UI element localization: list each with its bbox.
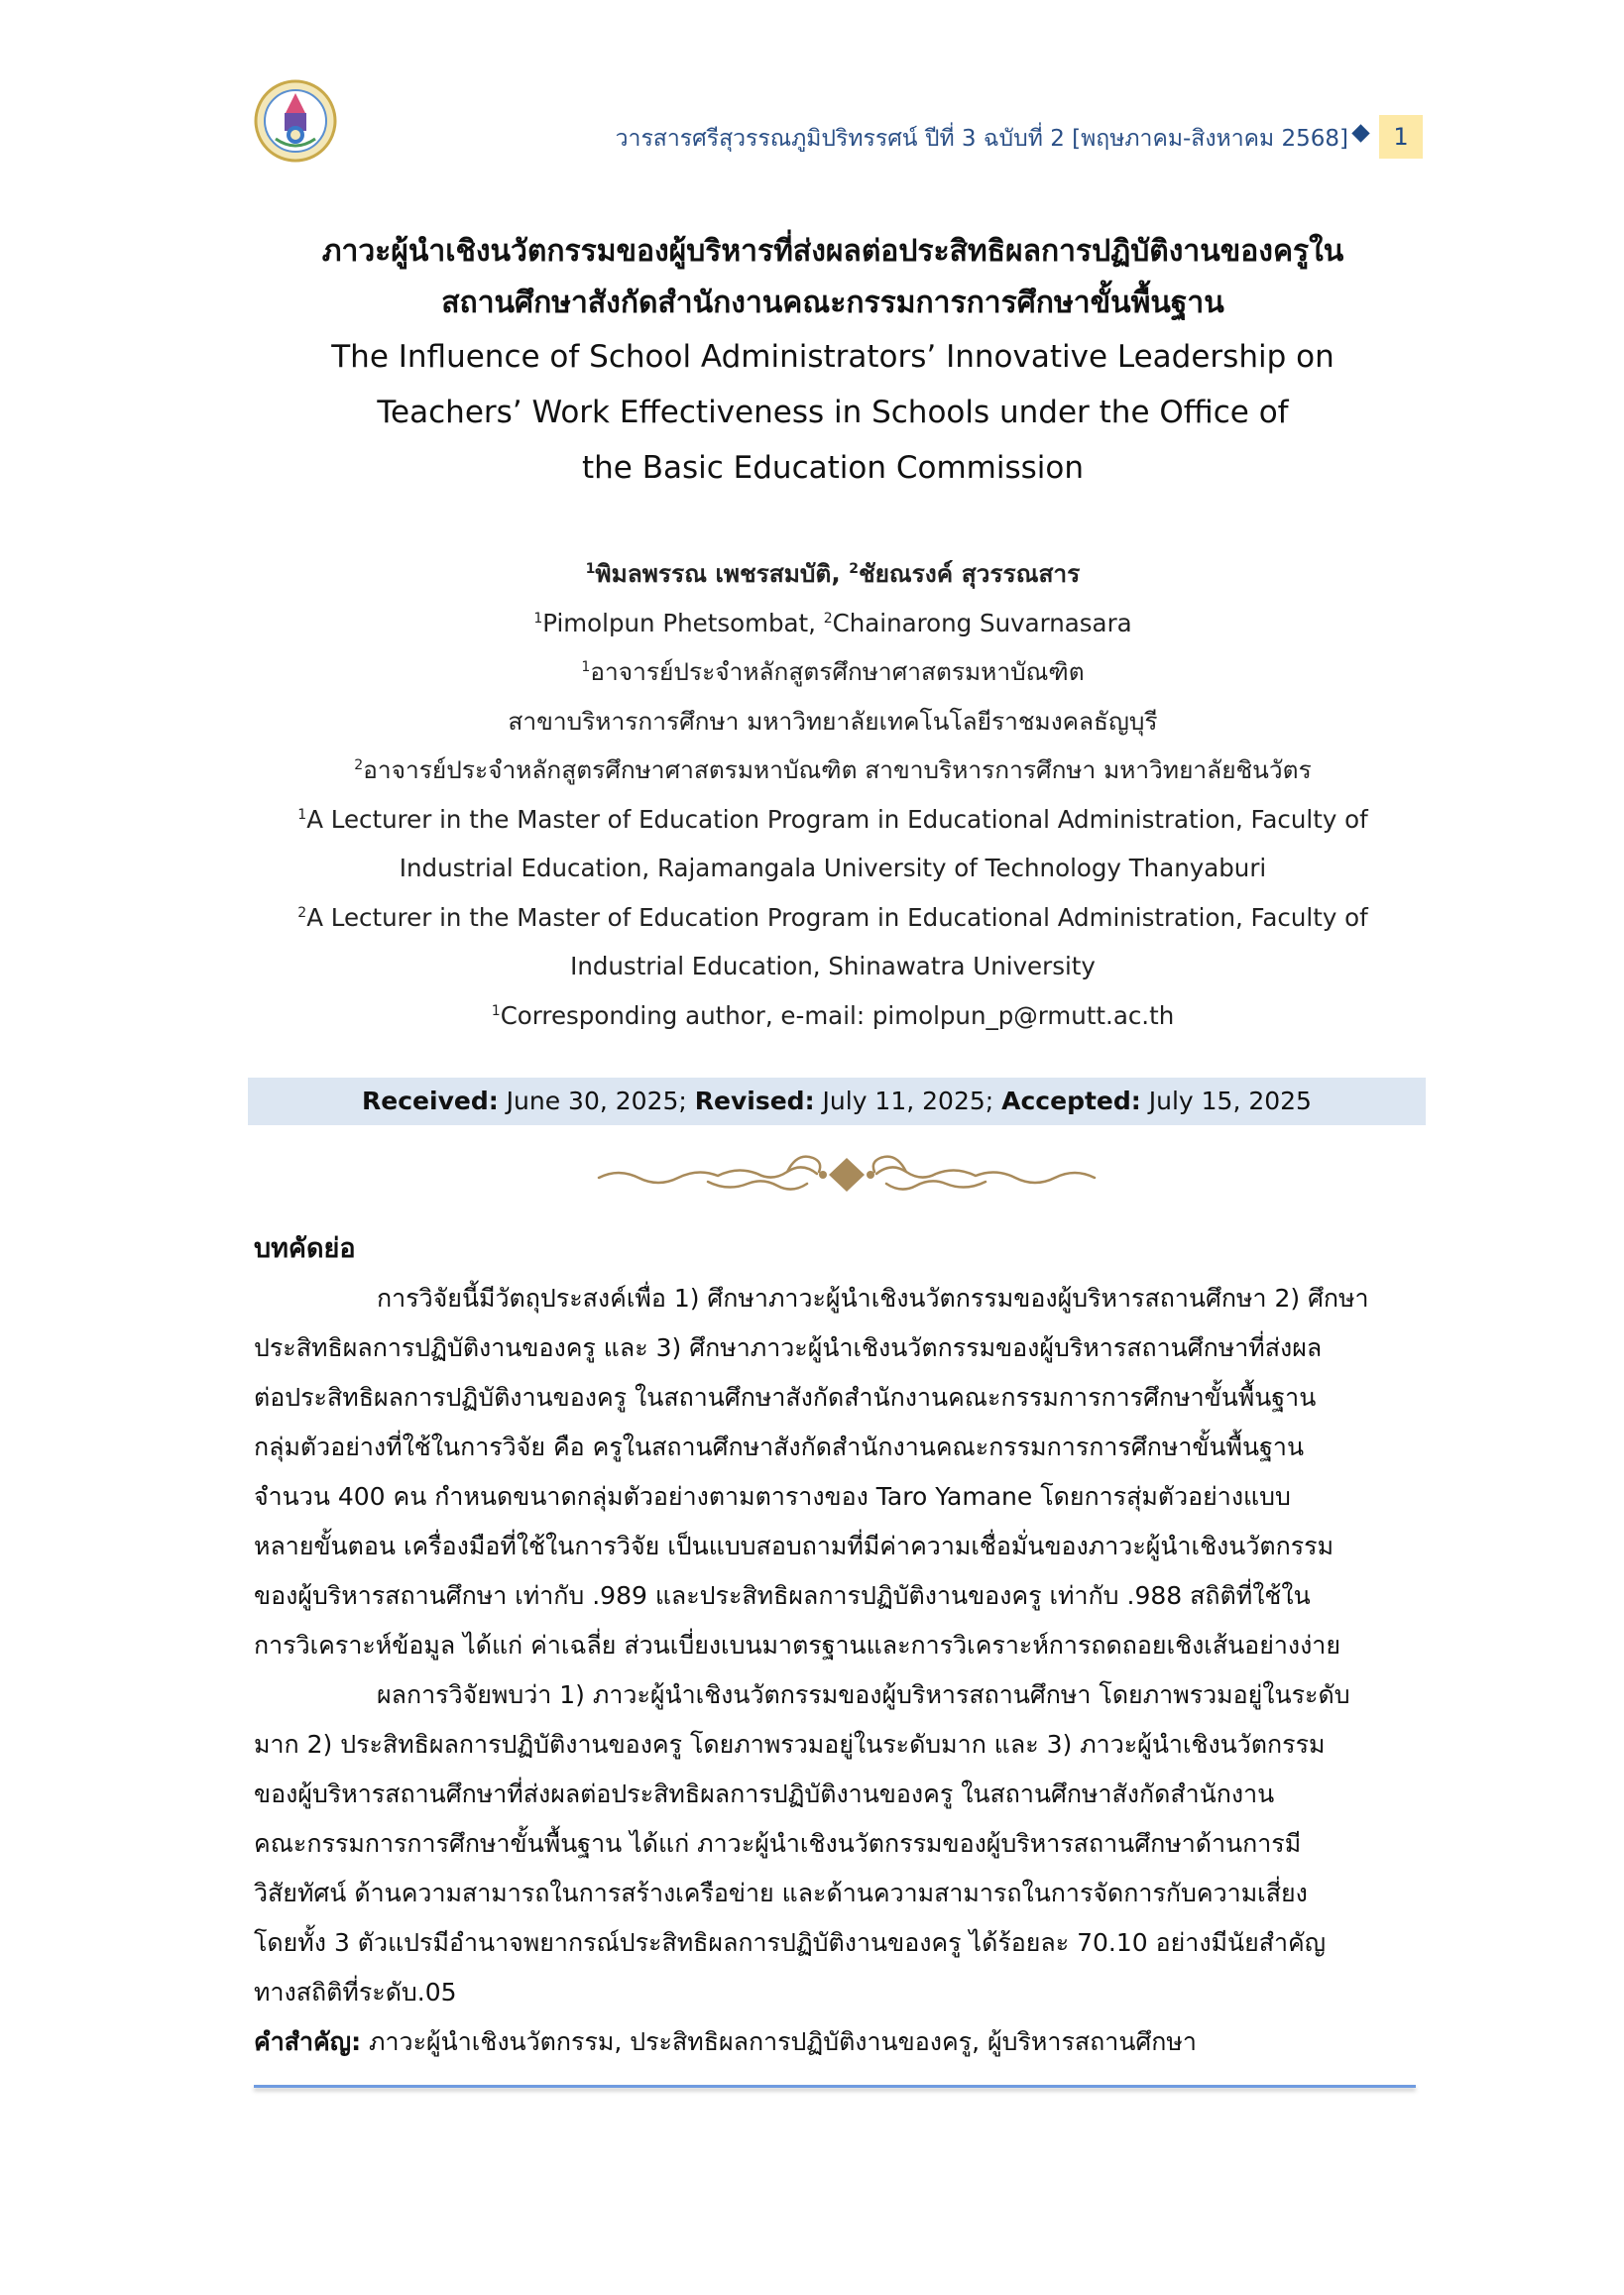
received-label: Received: [362, 1087, 499, 1115]
affiliation-thai-1-line-2: สาขาบริหารการศึกษา มหาวิทยาลัยเทคโนโลยีราชมงคลธัญบุรี [508, 706, 1158, 736]
abstract-line: ผลการวิจัยพบว่า 1) ภาวะผู้นำเชิงนวัตกรรมของผู้บริหารสถานศึกษา โดยภาพรวมอยู่ในระดับ [377, 1680, 1350, 1709]
affiliation-english-2-line-1 [238, 893, 1428, 943]
superscript: 2 [849, 560, 859, 577]
affiliation-text: อาจารย์ประจำหลักสูตรศึกษาศาสตรมหาบัณฑิต สาขาบริหารการศึกษา มหาวิทยาลัยชินวัตร [363, 755, 1312, 784]
superscript: 1 [585, 560, 596, 577]
abstract-line: ต่อประสิทธิผลการปฏิบัติงานของครู ในสถานศึกษาสังกัดสำนักงานคณะกรรมการการศึกษาขั้นพื้นฐาน [254, 1383, 1317, 1412]
author-english-2: Chainarong Suvarnasara [832, 608, 1132, 637]
revised-label: Revised: [694, 1087, 815, 1115]
abstract-line: คณะกรรมการการศึกษาขั้นพื้นฐาน ได้แก่ ภาวะผู้นำเชิงนวัตกรรมของผู้บริหารสถานศึกษาด้านการมี [254, 1829, 1302, 1858]
abstract-line: มาก 2) ประสิทธิผลการปฏิบัติงานของครู โดยภาพรวมอยู่ในระดับมาก และ 3) ภาวะผู้นำเชิงนวัตกรรม [254, 1730, 1326, 1759]
affiliation-text: อาจารย์ประจำหลักสูตรศึกษาศาสตรมหาบัณฑิต [590, 657, 1085, 686]
authors-block [238, 549, 1428, 1040]
journal-running-head: วารสารศรีสุวรรณภูมิปริทรรศน์ ปีที่ 3 ฉบับที่ 2 [พฤษภาคม-สิงหาคม 2568] [615, 126, 1348, 152]
title-english-line-2: Teachers’ Work Effectiveness in Schools under the Office of [377, 395, 1289, 430]
affiliation-text: A Lecturer in the Master of Education Program in Educational Administration, Faculty of [306, 902, 1368, 932]
title-block [238, 226, 1428, 496]
title-thai-line-1: ภาวะผู้นำเชิงนวัตกรรมของผู้บริหารที่ส่งผลต่อประสิทธิผลการปฏิบัติงานของครูใน [321, 234, 1344, 269]
abstract-line: วิสัยทัศน์ ด้านความสามารถในการสร้างเครือข่าย และด้านความสามารถในการจัดการกับความเสี่ยง [254, 1879, 1308, 1907]
abstract-line: การวิเคราะห์ข้อมูล ได้แก่ ค่าเฉลี่ย ส่วนเบี่ยงเบนมาตรฐานและการวิเคราะห์การถดถอยเชิงเส้นอย่างง่าย [254, 1631, 1340, 1660]
affiliation-text: A Lecturer in the Master of Education Program in Educational Administration, Faculty of [306, 804, 1368, 834]
abstract-line: จำนวน 400 คน กำหนดขนาดกลุ่มตัวอย่างตามตารางของ Taro Yamane โดยการสุ่มตัวอย่างแบบ [254, 1482, 1291, 1511]
affiliation-thai-2 [238, 746, 1428, 795]
keywords-text: ภาวะผู้นำเชิงนวัตกรรม, ประสิทธิผลการปฏิบัติงานของครู, ผู้บริหารสถานศึกษา [361, 2027, 1197, 2056]
superscript: 1 [581, 658, 591, 675]
abstract-line: ของผู้บริหารสถานศึกษาที่ส่งผลต่อประสิทธิผลการปฏิบัติงานของครู ในสถานศึกษาสังกัดสำนักงาน [254, 1779, 1275, 1808]
abstract-section [254, 1224, 1416, 2067]
abstract-line: หลายขั้นตอน เครื่องมือที่ใช้ในการวิจัย เป็นแบบสอบถามที่มีค่าความเชื่อมั่นของภาวะผู้นำเชิงนวัตกรรม [254, 1532, 1334, 1560]
section-divider [254, 2085, 1416, 2088]
decorative-divider-icon [589, 1148, 1104, 1202]
title-thai-line-2: สถานศึกษาสังกัดสำนักงานคณะกรรมการการศึกษาขั้นพื้นฐาน [441, 286, 1224, 320]
superscript: 2 [823, 610, 833, 627]
received-date: June 30, 2025; [498, 1087, 695, 1115]
affiliation-english-2-line-2: Industrial Education, Shinawatra University [570, 952, 1096, 980]
accepted-label: Accepted: [1001, 1087, 1141, 1115]
accepted-date: July 15, 2025 [1140, 1087, 1312, 1115]
title-english-line-1: The Influence of School Administrators’ Innovative Leadership on [331, 339, 1334, 375]
keywords-line [254, 2017, 1416, 2067]
abstract-line: การวิจัยนี้มีวัตถุประสงค์เพื่อ 1) ศึกษาภาวะผู้นำเชิงนวัตกรรมของผู้บริหารสถานศึกษา 2) ศึกษา [377, 1284, 1369, 1313]
superscript: 1 [297, 806, 307, 823]
corresponding-email: Corresponding author, e-mail: pimolpun_p@rmutt.ac.th [500, 1000, 1175, 1030]
page-number: 1 [1379, 115, 1423, 159]
superscript: 2 [297, 904, 307, 921]
abstract-line: กลุ่มตัวอย่างที่ใช้ในการวิจัย คือ ครูในสถานศึกษาสังกัดสำนักงานคณะกรรมการการศึกษาขั้นพื้นฐาน [254, 1433, 1305, 1461]
abstract-heading: บทคัดย่อ [254, 1233, 356, 1264]
authors-english [238, 599, 1428, 648]
affiliation-english-1-line-1 [238, 795, 1428, 845]
affiliation-thai-1-line-1 [238, 647, 1428, 697]
author-thai-2: ชัยณรงค์ สุวรรณสาร [858, 559, 1081, 588]
superscript: 1 [533, 610, 543, 627]
abstract-line: ของผู้บริหารสถานศึกษา เท่ากับ .989 และประสิทธิผลการปฏิบัติงานของครู เท่ากับ .988 สถิติที่ใช้ใน [254, 1581, 1311, 1610]
affiliation-english-1-line-2: Industrial Education, Rajamangala University of Technology Thanyaburi [399, 854, 1267, 882]
title-english-line-3: the Basic Education Commission [582, 450, 1084, 486]
revised-date: July 11, 2025; [814, 1087, 1002, 1115]
journal-logo-icon [254, 79, 337, 163]
submission-dates-bar [248, 1078, 1426, 1125]
corresponding-author [238, 991, 1428, 1041]
abstract-line: ทางสถิติที่ระดับ.05 [254, 1978, 457, 2007]
superscript: 1 [491, 1002, 501, 1019]
author-thai-1: พิมลพรรณ เพชรสมบัติ, [595, 559, 850, 588]
authors-thai [238, 549, 1428, 599]
abstract-line: โดยทั้ง 3 ตัวแปรมีอำนาจพยากรณ์ประสิทธิผลการปฏิบัติงานของครู ได้ร้อยละ 70.10 อย่างมีนัยสำคัญ [254, 1928, 1327, 1957]
abstract-line: ประสิทธิผลการปฏิบัติงานของครู และ 3) ศึกษาภาวะผู้นำเชิงนวัตกรรมของผู้บริหารสถานศึกษาที่ส่งผล [254, 1333, 1323, 1362]
diamond-icon [1351, 124, 1369, 142]
superscript: 2 [354, 756, 364, 773]
author-english-1: Pimolpun Phetsombat, [542, 608, 824, 637]
keywords-label: คำสำคัญ: [254, 2027, 362, 2056]
